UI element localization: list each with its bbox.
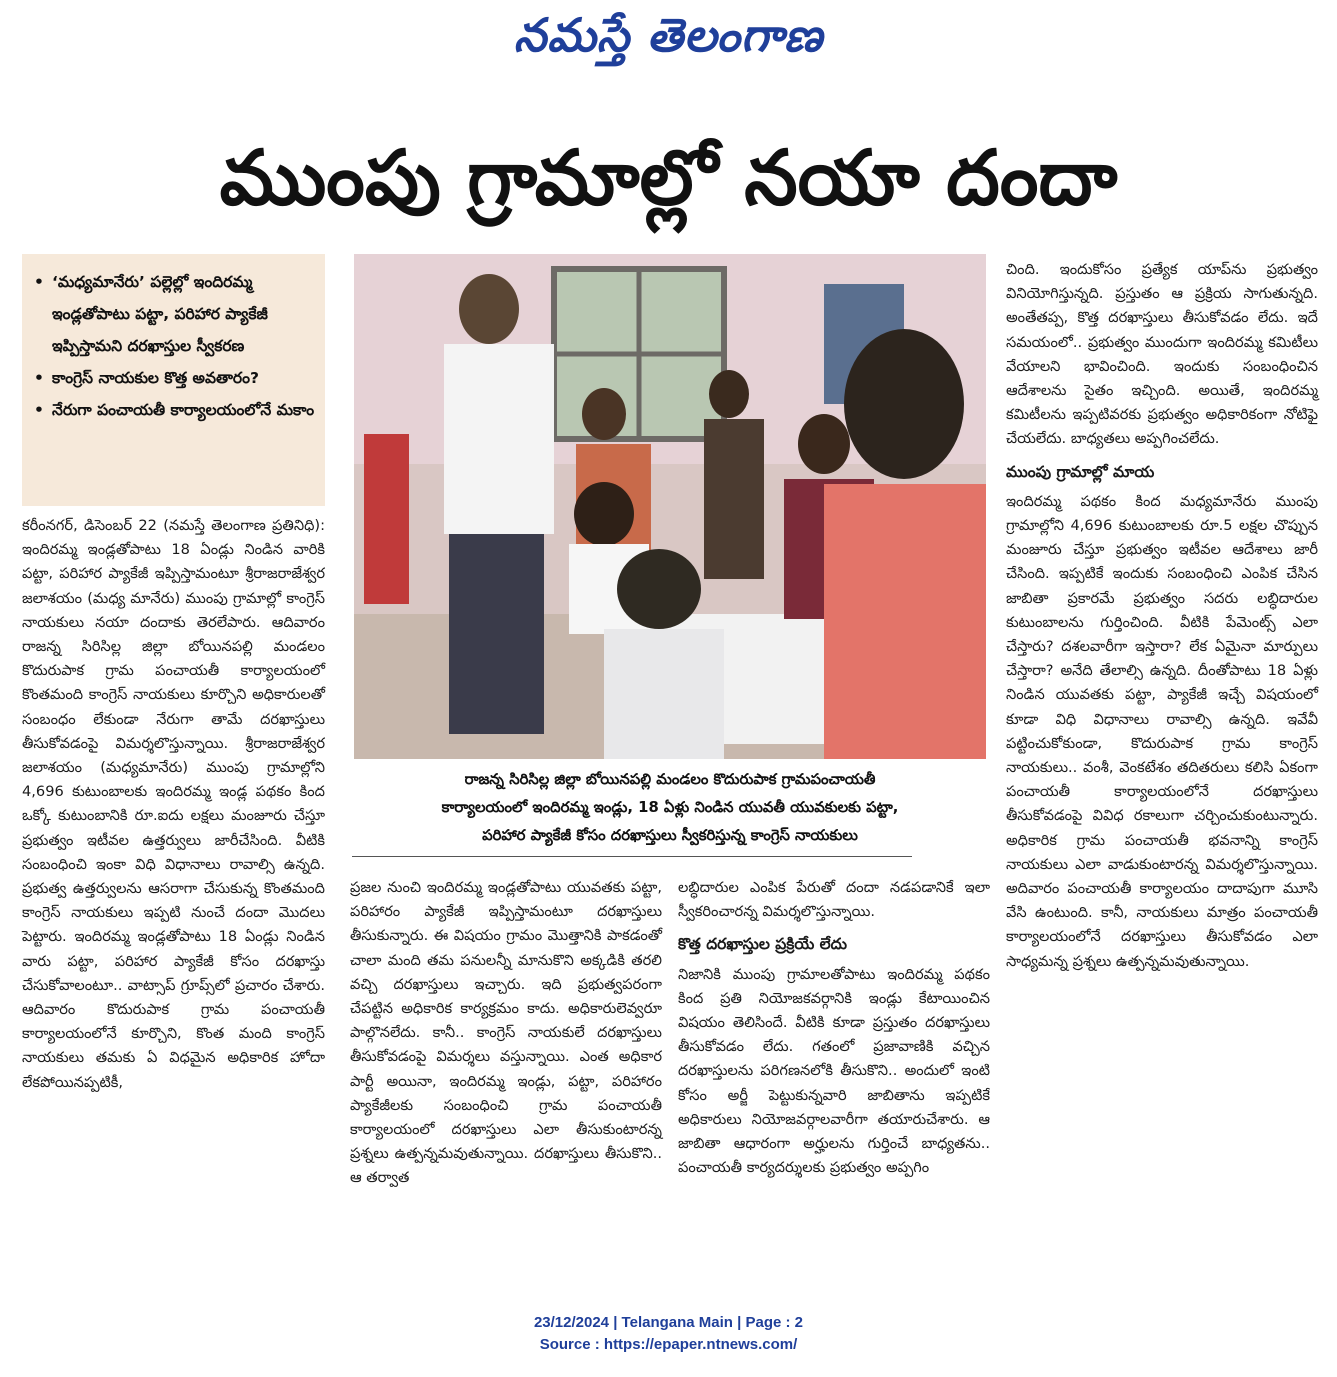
- section-subheading: కొత్త దరఖాస్తుల ప్రక్రియే లేదు: [678, 935, 847, 954]
- body-paragraph: ఇందిరమ్మ పథకం కింద మధ్యమానేరు ముంపు గ్రామాల్లోని 4,696 కుటుంబాలకు రూ.5 లక్షల చొప్పున మంజూరు చేస్తూ ప్రభుత్వం ఇటీవల ఆదేశాలు జారీ చేసింది. ఇప్పటికే ఇందుకు సంబంధించి ఎంపిక చేసిన జాబితా ప్రకారమే ప్రభుత్వం సదరు లబ్ధిదారుల కుటుంబాలను గుర్తించింది. వీటికి పేమెంట్స్ ఎలా చేస్తారు? దశలవారీగా ఇస్తారా? లేక ఏమైనా మార్పులు చేస్తారా? అనేది తేలాల్సి ఉన్నది. దీంతోపాటు 18 ఏళ్లు నిండిన యువతకు పట్టా, ప్యాకేజీ ఇచ్చే విషయంలో కూడా విధి విధానాలు రావాల్సి ఉన్నది. ఇవేవీ పట్టించుకోకుండా, కొదురుపాక గ్రామ కాంగ్రెస్ నాయకులు.. వంశీ, వెంకటేశం తదితరులు కలిసి ఏకంగా పంచాయతీ కార్యాలయంలోనే దరఖాస్తులు తీసుకోవడంపై వివిధ రకాలుగా చర్చించుకుంటున్నారు. అధికారిక గ్రామ పంచాయతీ భవనాన్ని కాంగ్రెస్ నాయకులు ఎలా వాడుకుంటారన్న విమర్శలొస్తున్నాయి. అదివారం పంచాయతీ కార్యాలయం దాదాపుగా మూసి వేసి ఉంటుంది. కానీ, నాయకులు మాత్రం పంచాయతీ కార్యాలయంలోనే దరఖాస్తులు తీసుకోవడం ఎలా సాధ్యమన్న ప్రశ్నలు ఉత్పన్నమవుతున్నాయి.: [1006, 492, 1318, 970]
- highlight-item: • ‘మధ్యమానేరు’ పల్లెల్లో ఇందిరమ్మ ఇండ్లతోపాటు పట్టా, పరిహార ప్యాకేజీ ఇప్పిస్తామని దరఖాస్తుల స్వీకరణ: [34, 266, 315, 362]
- highlight-item: • నేరుగా పంచాయతీ కార్యాలయంలోనే మకాం: [34, 394, 315, 426]
- news-photo: [354, 254, 986, 759]
- caption-line: కార్యాలయంలో ఇందిరమ్మ ఇండ్లు, 18 ఏళ్లు నిండిన యువతీ యువకులకు పట్టా,: [441, 799, 899, 816]
- article-column-3: [678, 876, 990, 1180]
- article-headline: ముంపు గ్రామాల్లో నయా దందా: [219, 133, 1118, 222]
- footer-source: Source : https://epaper.ntnews.com/: [539, 1336, 798, 1353]
- newspaper-masthead: నమస్తే తెలంగాణ: [513, 8, 824, 62]
- caption-divider: [352, 856, 912, 857]
- caption-line: పరిహార ప్యాకేజీ కోసం దరఖాస్తులు స్వీకరిస్తున్న కాంగ్రెస్ నాయకులు: [482, 827, 858, 844]
- body-paragraph: లబ్ధిదారుల ఎంపిక పేరుతో దందా నడపడానికే ఇలా స్వీకరించారన్న విమర్శలొస్తున్నాయి.: [678, 879, 990, 921]
- article-column-1: [22, 514, 325, 1095]
- article-column-4: [1006, 258, 1318, 974]
- highlight-text: ‘మధ్యమానేరు’ పల్లెల్లో ఇందిరమ్మ ఇండ్లతోపాటు పట్టా, పరిహార ప్యాకేజీ ఇప్పిస్తామని దరఖాస్తుల స్వీకరణ: [52, 273, 268, 355]
- section-subheading: ముంపు గ్రామాల్లో మాయ: [1006, 462, 1155, 481]
- page-footer: [0, 1312, 1337, 1356]
- body-paragraph: కరీంనగర్, డిసెంబర్ 22 (నమస్తే తెలంగాణ ప్రతినిధి): ఇందిరమ్మ ఇండ్లతోపాటు 18 ఏండ్లు నిండిన వారికి పట్టా, పరిహార ప్యాకేజీ ఇప్పిస్తామంటూ శ్రీరాజరాజేశ్వర జలాశయం (మధ్య మానేరు) ముంపు గ్రామాల్లో కాంగ్రెస్ నాయకులు నయా దందాకు తెరలేపారు. ఆదివారం రాజన్న సిరిసిల్ల జిల్లా బోయినపల్లి మండలం కొదురుపాక గ్రామ పంచాయతీ కార్యాలయంలో కొంతమంది కాంగ్రెస్ నాయకులు కూర్చొని అధికారులతో సంబంధం లేకుండా నేరుగా తామే దరఖాస్తులు తీసుకోవడంపై విమర్శలొస్తున్నాయి. శ్రీరాజరాజేశ్వర జలాశయం (మధ్యమానేరు) ముంపు గ్రామాల్లోని 4,696 కుటుంబాలకు ఇందిరమ్మ ఇండ్ల పథకం కింద ఒక్కో కుటుంబానికి రూ.ఐదు లక్షలు మంజూరు చేస్తూ ప్రభుత్వం ఇటీవల ఉత్తర్వులు జారీచేసింది. వీటికి సంబంధించి ఇంకా విధి విధానాలు రావాల్సి ఉన్నది. ప్రభుత్వ ఉత్తర్వులను ఆసరాగా చేసుకున్న కొంతమంది కాంగ్రెస్ నాయకులు ఇప్పటి నుంచే దందా మొదలు పెట్టారు. ఇందిరమ్మ ఇండ్లతోపాటు 18 ఏండ్లు నిండిన వారు పట్టా, పరిహార ప్యాకేజీ కోసం దరఖాస్తు చేసుకోవాలంటూ.. వాట్సాప్ గ్రూప్స్‌లో ప్రచారం చేశారు. ఆదివారం కొదురుపాక గ్రామ పంచాయతీ కార్యాలయంలోనే కూర్చొని, కొంత మంది కాంగ్రెస్ నాయకులు తమకు ఏ విధమైన అధికారిక హోదా లేకపోయినప్పటికీ,: [22, 517, 325, 1091]
- caption-line: రాజన్న సిరిసిల్ల జిల్లా బోయినపల్లి మండలం కొదురుపాక గ్రామపంచాయతీ: [464, 771, 876, 788]
- highlight-item: • కాంగ్రెస్ నాయకుల కొత్త అవతారం?: [34, 362, 315, 394]
- office-scene-illustration: [354, 254, 986, 759]
- highlight-text: నేరుగా పంచాయతీ కార్యాలయంలోనే మకాం: [52, 401, 315, 419]
- body-paragraph: ప్రజల నుంచి ఇందిరమ్మ ఇండ్లతోపాటు యువతకు పట్టా, పరిహారం ప్యాకేజీ ఇప్పిస్తామంటూ దరఖాస్తులు తీసుకున్నారు. ఈ విషయం గ్రామం మొత్తానికి పాకడంతో చాలా మంది తమ పనులన్నీ మానుకొని అక్కడికి తరలి వచ్చి దరఖాస్తులు ఇచ్చారు. ఇది ప్రభుత్వపరంగా చేపట్టిన అధికారిక కార్యక్రమం కాదు. అధికారులెవ్వరూ పాల్గొనలేదు. కానీ.. కాంగ్రెస్ నాయకులే దరఖాస్తులు తీసుకోవడంపై విమర్శలు వస్తున్నాయి. ఎంత అధికార పార్టీ అయినా, ఇందిరమ్మ ఇండ్లు, పట్టా, పరిహారం ప్యాకేజీలకు సంబంధించి గ్రామ పంచాయతీ కార్యాలయంలో దరఖాస్తులు ఎలా తీసుకుంటారన్న ప్రశ్నలు ఉత్పన్నమవుతున్నాయి. దరఖాస్తులు తీసుకొని.. ఆ తర్వాత: [350, 879, 662, 1187]
- article-column-2: [350, 876, 662, 1191]
- body-paragraph: నిజానికి ముంపు గ్రామాలతోపాటు ఇందిరమ్మ పథకం కింద ప్రతి నియోజకవర్గానికి ఇండ్లు కేటాయించిన విషయం తెలిసిందే. వీటికి కూడా ప్రస్తుతం దరఖాస్తులు తీసుకోవడం లేదు. గతంలో ప్రజావాణికి వచ్చిన దరఖాస్తులను పరిగణనలోకి తీసుకొని.. అందులో ఇంటి కోసం అర్జీ పెట్టుకున్నవారి జాబితాను ఇప్పటికే అధికారులు నియోజవర్గాలవారీగా తయారుచేశారు. ఆ జాబితా ఆధారంగా అర్హులను గుర్తించే బాధ్యతను.. పంచాయతీ కార్యదర్శులకు ప్రభుత్వం అప్పగిం: [678, 965, 990, 1177]
- photo-caption: [354, 766, 986, 850]
- body-paragraph: చింది. ఇందుకోసం ప్రత్యేక యాప్‌ను ప్రభుత్వం వినియోగిస్తున్నది. ప్రస్తుతం ఆ ప్రక్రియ సాగుతున్నది. అంతేతప్ప, కొత్త దరఖాస్తులు తీసుకోవడం లేదు. ఇదే సమయంలో.. ప్రభుత్వం ముందుగా ఇందిరమ్మ కమిటీలు వేయాలని భావించింది. ఇందుకు సంబంధించిన ఆదేశాలను సైతం ఇచ్చింది. అయితే, ఇందిరమ్మ కమిటీలను ఇప్పటివరకు ప్రభుత్వం అధికారికంగా నోటిఫై చేయలేదు. బాధ్యతలు అప్పగించలేదు.: [1006, 261, 1318, 448]
- highlights-box: [22, 254, 325, 506]
- footer-date-page: 23/12/2024 | Telangana Main | Page : 2: [533, 1314, 804, 1331]
- highlight-text: కాంగ్రెస్ నాయకుల కొత్త అవతారం?: [52, 369, 259, 387]
